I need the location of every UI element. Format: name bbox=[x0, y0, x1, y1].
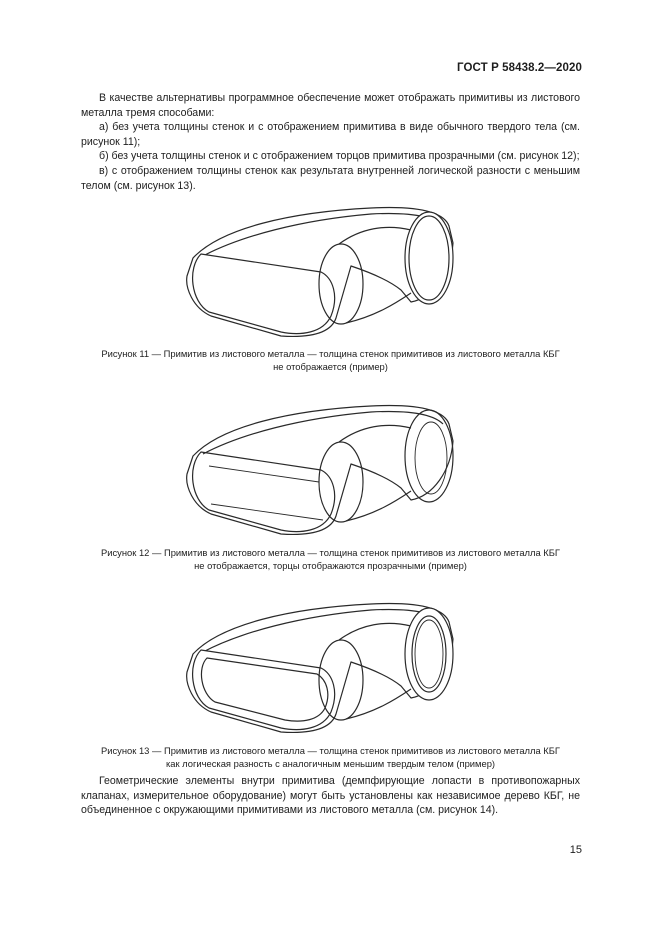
figure-11-caption bbox=[60, 347, 601, 373]
figure-13-caption-line1: Рисунок 13 — Примитив из листового металла — толщина стенок примитивов из листового металла КБГ bbox=[101, 745, 560, 756]
outro-paragraph: Геометрические элементы внутри примитива (демпфирующие лопасти в противопожарных клапанах, измерительное оборудование) могут быть установлены как независимое дерево КБГ, не объединенное с окружающими примитивами из листового металла (см. рисунок 14). bbox=[81, 775, 580, 817]
figure-13-caption bbox=[60, 744, 601, 770]
figure-13-caption-line2: как логическая разность с аналогичным меньшим твердым телом (пример) bbox=[165, 758, 496, 770]
list-item-a: а) без учета толщины стенок и с отображением примитива в виде обычного твердого тела (см. рисунок 11); bbox=[81, 121, 580, 148]
figure-11-caption-line2: не отображается (пример) bbox=[273, 361, 388, 373]
standard-code-header: ГОСТ Р 58438.2—2020 bbox=[457, 62, 582, 74]
figure-11-caption-line1: Рисунок 11 — Примитив из листового металла — толщина стенок примитивов из листового металла КБГ bbox=[101, 348, 560, 359]
figure-12-illustration bbox=[0, 396, 661, 541]
figure-12-caption-line1: Рисунок 12 — Примитив из листового металла — толщина стенок примитивов из листового металла КБГ bbox=[101, 547, 560, 558]
figure-11-illustration bbox=[0, 198, 661, 343]
list-item-c: в) с отображением толщины стенок как результата внутренней логической разности с меньшим телом (см. рисунок 13). bbox=[81, 164, 580, 192]
figure-13-illustration bbox=[0, 594, 661, 739]
duct-elbow-solid-drawing bbox=[181, 198, 481, 343]
intro-text bbox=[81, 91, 580, 193]
figure-12-caption bbox=[60, 546, 601, 572]
duct-elbow-hollow-drawing bbox=[181, 594, 481, 739]
figure-12-caption-line2: не отображается, торцы отображаются прозрачными (пример) bbox=[194, 560, 467, 572]
duct-elbow-transparent-drawing bbox=[181, 396, 481, 541]
page-number: 15 bbox=[569, 844, 582, 856]
list-item-b: б) без учета толщины стенок и с отображением торцов примитива прозрачными (см. рисунок 12); bbox=[99, 150, 580, 163]
outro-text bbox=[81, 774, 580, 818]
intro-paragraph: В качестве альтернативы программное обеспечение может отображать примитивы из листового металла тремя способами: bbox=[81, 92, 580, 119]
